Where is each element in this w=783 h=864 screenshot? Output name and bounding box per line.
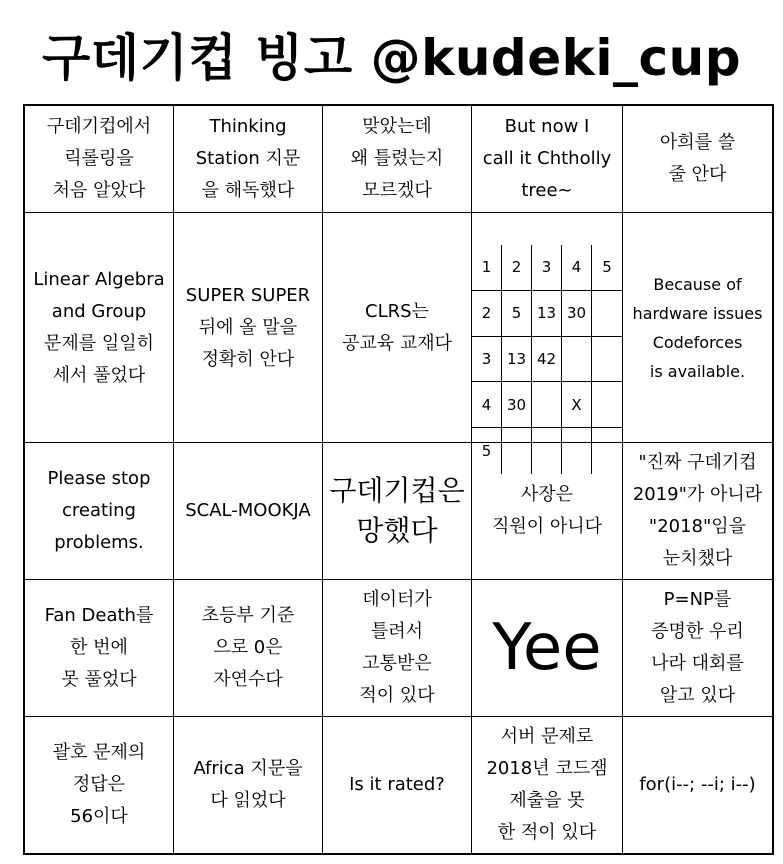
bingo-cell: 구데기컵에서 릭롤링을 처음 알았다: [25, 106, 174, 213]
bingo-cell: 서버 문제로 2018년 코드잼 제출을 못 한 적이 있다: [472, 717, 623, 853]
bingo-cell: Thinking Station 지문 을 해독했다: [174, 106, 323, 213]
bingo-cell: Is it rated?: [323, 717, 472, 853]
number-grid-entry: 4: [472, 382, 502, 428]
bingo-cell: 아희를 쓸 줄 안다: [623, 106, 772, 213]
number-grid-entry: 5: [502, 291, 532, 337]
number-grid-entry: 2: [472, 291, 502, 337]
bingo-cell: SUPER SUPER 뒤에 올 말을 정확히 안다: [174, 213, 323, 443]
number-grid-entry: [592, 337, 622, 383]
bingo-cell: Please stop creating problems.: [25, 443, 174, 580]
bingo-cell: 구데기컵은 망했다: [323, 443, 472, 580]
bingo-cell: SCAL-MOOKJA: [174, 443, 323, 580]
number-grid-entry: 30: [502, 382, 532, 428]
number-grid-entry: [562, 337, 592, 383]
bingo-cell: Yee: [472, 580, 623, 717]
bingo-cell: Because of hardware issues Codeforces is available.: [623, 213, 772, 443]
number-grid-entry: 2: [502, 245, 532, 291]
bingo-cell: for(i--; --i; i--): [639, 774, 756, 795]
bingo-cell: CLRS는 공교육 교재다: [323, 213, 472, 443]
number-grid-entry: 3: [472, 337, 502, 383]
bingo-cell: 데이터가 틀려서 고통받은 적이 있다: [323, 580, 472, 717]
number-grid-entry: 4: [562, 245, 592, 291]
number-grid-entry: 13: [502, 337, 532, 383]
number-grid-entry: X: [562, 382, 592, 428]
number-grid-entry: 13: [532, 291, 562, 337]
number-grid-entry: [592, 382, 622, 428]
bingo-cell: But now I call it Chtholly tree~: [472, 106, 623, 213]
bingo-cell: P=NP를 증명한 우리 나라 대회를 알고 있다: [623, 580, 772, 717]
number-grid-entry: 5: [472, 428, 502, 474]
bingo-cell: 괄호 문제의 정답은 56이다: [25, 717, 174, 853]
bingo-cell: 사장은 직원이 아니다: [472, 443, 623, 580]
number-grid-entry: 1: [472, 245, 502, 291]
bingo-title: 구데기컵 빙고 @kudeki_cup: [41, 29, 742, 87]
bingo-cell: "진짜 구데기컵 2019"가 아니라 "2018"임을 눈치챘다: [623, 443, 772, 580]
number-grid-entry: [532, 382, 562, 428]
bingo-cell: Linear Algebra and Group 문제를 일일히 세서 풀었다: [25, 213, 174, 443]
number-grid-entry: 5: [592, 245, 622, 291]
number-grid-entry: 3: [532, 245, 562, 291]
number-grid: [472, 245, 622, 474]
bingo-cell: 초등부 기준 으로 0은 자연수다: [174, 580, 323, 717]
bingo-cell: Fan Death를 한 번에 못 풀었다: [25, 580, 174, 717]
number-grid-entry: 42: [532, 337, 562, 383]
number-grid-cell: [472, 213, 623, 461]
bingo-cell: Africa 지문을 다 읽었다: [174, 717, 323, 853]
bingo-cell: 맞았는데 왜 틀렸는지 모르겠다: [323, 106, 472, 213]
number-grid-entry: [592, 291, 622, 337]
number-grid-entry: 30: [562, 291, 592, 337]
bingo-board: [23, 104, 774, 855]
